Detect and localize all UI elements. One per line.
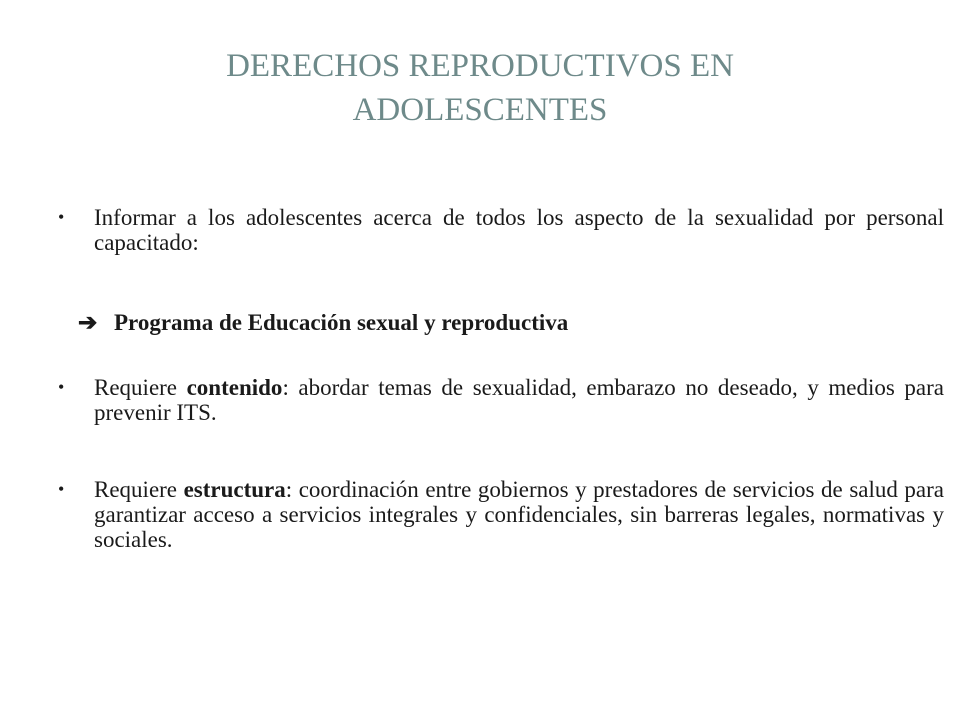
slide-title-line-2: ADOLESCENTES	[352, 92, 608, 128]
bullet-rest: : abordar temas de sexualidad, embarazo no deseado, y medios para prevenir ITS.	[94, 375, 944, 425]
bullet-text: Informar a los adolescentes acerca de todos los aspecto de la sexualidad por personal capacitado:	[94, 205, 944, 255]
bullet-prefix: Requiere	[94, 375, 187, 400]
bullet-item-informar	[58, 205, 944, 255]
bullet-item-contenido	[58, 375, 944, 425]
bullet-dot-icon: •	[58, 479, 65, 499]
bullet-keyword: contenido	[186, 375, 283, 400]
bullet-dot-icon: •	[58, 377, 65, 397]
bullet-text	[94, 477, 944, 552]
slide-title	[120, 44, 840, 132]
program-highlight	[78, 308, 568, 338]
slide-title-line-1: DERECHOS REPRODUCTIVOS EN	[226, 48, 734, 84]
bullet-item-estructura	[58, 477, 944, 552]
bullet-text	[94, 375, 944, 425]
bullet-prefix: Requiere	[94, 477, 184, 502]
program-highlight-text: Programa de Educación sexual y reproductiva	[114, 310, 569, 335]
bullet-keyword: estructura	[183, 477, 286, 502]
bullet-dot-icon: •	[58, 207, 65, 227]
bullet-rest: : coordinación entre gobiernos y prestadores de servicios de salud para garantizar acceso a servicios integrales y confidenciales, sin barreras legales, normativas y sociales.	[94, 477, 944, 552]
arrow-right-icon: ➔	[78, 310, 98, 335]
